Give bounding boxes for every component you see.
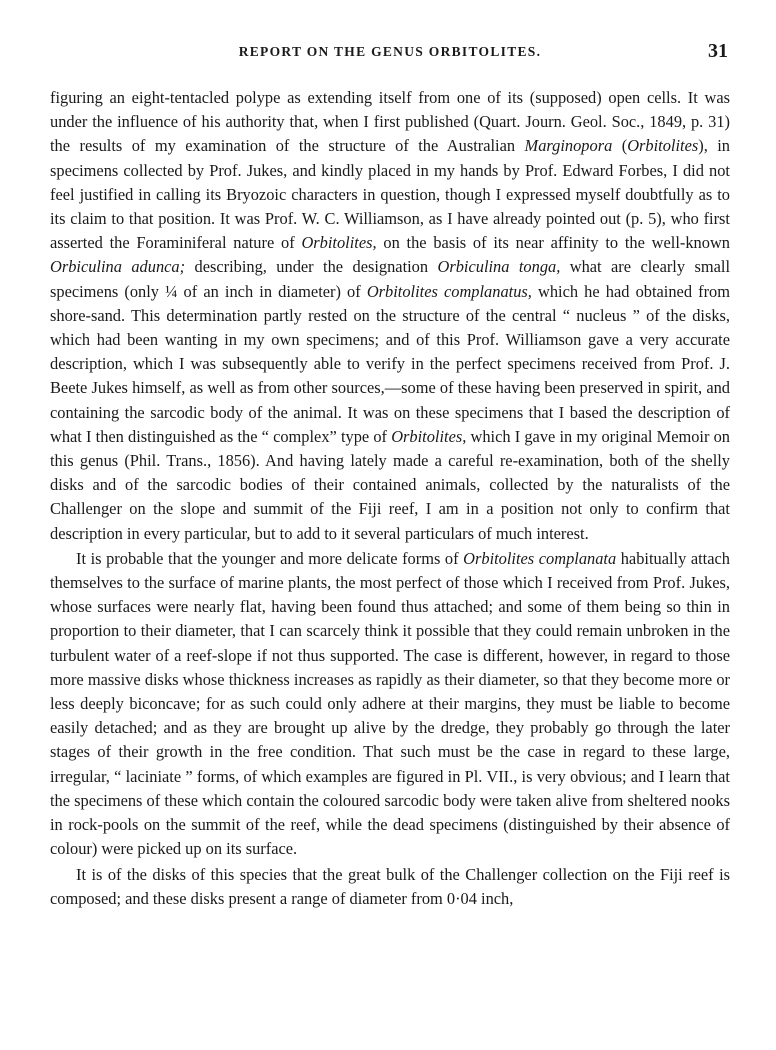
italic-term: Orbitolites complanatus, (366, 281, 532, 301)
text-run: what are clearly small specimens (only ¼ of an inch in diameter) of (50, 257, 730, 301)
italic-term: Marginopora (524, 136, 613, 156)
text-run: It is of the disks of this species that the great bulk of the Challenger collection on the Fiji reef is composed; and these disks present a range of diameter from 0·04 inch, (50, 864, 730, 908)
paragraph-continued (50, 86, 730, 546)
italic-term: Orbitolites (627, 136, 699, 156)
running-title: REPORT ON THE GENUS ORBITOLITES. (238, 44, 542, 59)
text-run: It is probable that the younger and more delicate forms of (76, 548, 464, 568)
running-header (50, 40, 730, 70)
text-run: which I gave in my original Memoir on this genus (Phil. Trans., 1856). And having lately made a careful re-examination, both of the shelly disks and of the sarcodic bodies of their contained animals, collected by the naturalists of the Challenger on the slope and summit of the Fiji reef, I am in a position not only to confirm that description in every particular, but to add to it several particulars of much interest. (50, 426, 730, 543)
italic-term: Orbitolites, (391, 426, 467, 446)
italic-term: Orbitolites complanata (463, 548, 617, 568)
text-run: ), in specimens collected by Prof. Jukes, and kindly placed in my hands by Prof. Edward Forbes, I did not feel justified in calling its Bryozoic characters in question, though I expressed myself doubtfully as to its claim to that position. It was Prof. W. C. Williamson, as I have already pointed out (p. 5), who first asserted the Foraminiferal nature of (50, 136, 730, 253)
text-run: habitually attach themselves to the surface of marine plants, the most perfect of those which I received from Prof. Jukes, whose surfaces were nearly flat, having been found thus attached; and some of them being so thin in proportion to their diameter, that I can scarcely think it possible that they could remain unbroken in the turbulent water of a reef-slope if not thus supported. The case is different, however, in regard to those more massive disks whose thickness increases as rapidly as their diameter, so that they become more or less deeply biconcave; for as such could only adhere at their margins, they must be liable to become easily detached; and as they are brought up alive by the dredge, they probably go through the later stages of their growth in the free condition. That such must be the case in regard to these large, irregular, “ laciniate ” forms, of which examples are figured in Pl. VII., is very obvious; and I learn that the specimens of these which contain the coloured sarcodic body were taken alive from sheltered nooks in rock-pools on the summit of the reef, while the dead specimens (distinguished by their absence of colour) were picked up on its surface. (50, 548, 730, 859)
text-run: figuring an eight-tentacled polype as extending itself from one of its (supposed) open cells. It was under the influence of his authority that, when I first published (Quart. Journ. Geol. Soc., 1849, p. 31) the results of my examination of the structure of the Australian (50, 88, 730, 156)
page-number: 31 (708, 40, 728, 62)
text-run: on the basis of its near affinity to the well-known (376, 233, 730, 253)
page (50, 40, 730, 911)
text-run: ( (612, 136, 628, 156)
text-run: which he had obtained from shore-sand. This determination partly rested on the structure of the central “ nucleus ” of the disks, which had been wanting in my own specimens; and of this Prof. Williamson gave a very accurate description, which I was subsequently able to verify in the perfect specimens received from Prof. J. Beete Jukes himself, as well as from other sources,—some of these having been preserved in spirit, and containing the sarcodic body of the animal. It was on these specimens that I based the description of what I then distinguished as the “ complex” type of (50, 281, 730, 446)
italic-term: Orbitolites, (301, 233, 377, 253)
body-text (50, 86, 730, 911)
italic-term: Orbiculina tonga, (437, 257, 561, 277)
paragraph-younger-forms (50, 547, 730, 862)
italic-term: Orbiculina adunca; (50, 257, 186, 277)
text-run: describing, under the designation (185, 257, 438, 277)
paragraph-fiji-disks (50, 863, 730, 911)
